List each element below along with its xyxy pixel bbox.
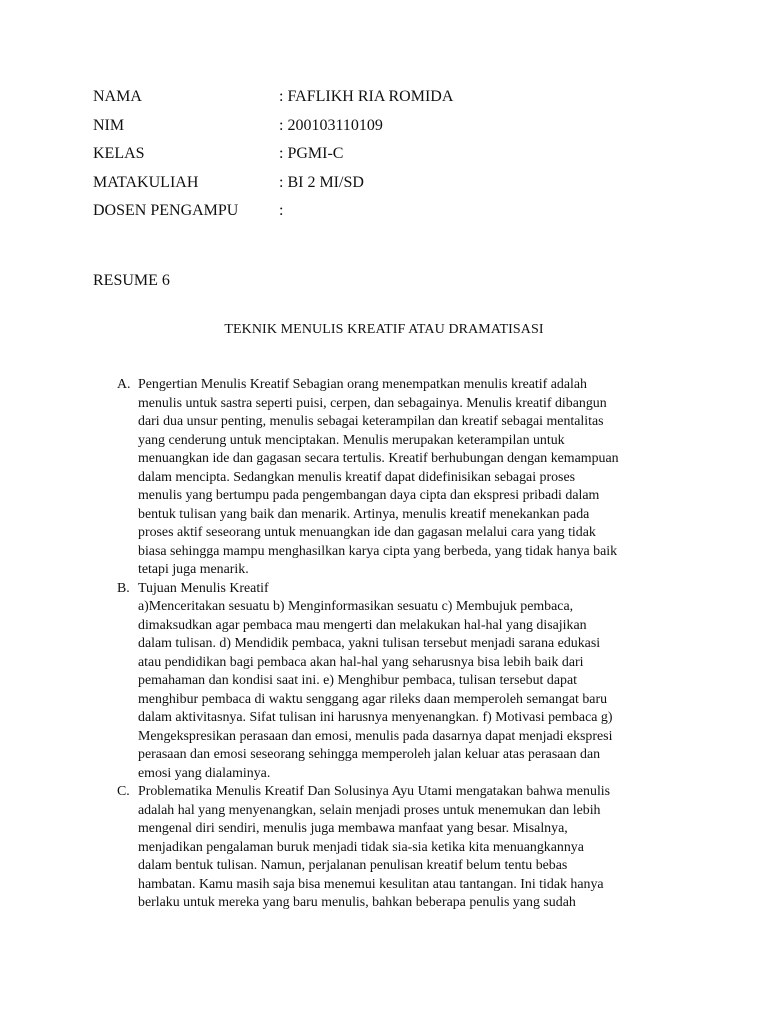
- section-line: a)Menceritakan sesuatu b) Menginformasikan sesuatu c) Membujuk pembaca,: [138, 599, 574, 614]
- section-line: mengenal diri sendiri, menulis juga membawa manfaat yang besar. Misalnya,: [138, 821, 568, 836]
- student-info-table: [93, 86, 453, 229]
- section-line: menjadikan pengalaman buruk menjadi tidak sia-sia ketika kita menuangkannya: [138, 839, 584, 855]
- section-line: Problematika Menulis Kreatif Dan Solusinya Ayu Utami mengatakan bahwa menulis: [138, 784, 611, 799]
- section-line: dari dua unsur penting, menulis sebagai keterampilan dan kreatif sebagai mentalitas: [138, 414, 604, 429]
- info-row-nim: [93, 115, 453, 144]
- info-label: NAMA: [93, 88, 142, 105]
- section-line: menulis untuk sastra seperti puisi, cerpen, dan sebagainya. Menulis kreatif dibangun: [138, 395, 607, 411]
- section-line: dalam tulisan. d) Mendidik pembaca, yakni tulisan tersebut menjadi sarana edukasi: [138, 636, 601, 651]
- info-row-kelas: [93, 143, 453, 172]
- section-tujuan: [117, 580, 685, 784]
- section-marker: B.: [117, 580, 130, 596]
- section-line: biasa sehingga mampu menghasilkan karya cipta yang berbeda, yang tidak hanya baik: [138, 543, 618, 559]
- section-pengertian: [117, 376, 685, 580]
- section-line: menulis yang bertumpu pada pengembangan daya cipta dan ekspresi pribadi dalam: [138, 488, 600, 503]
- section-marker: A.: [117, 377, 131, 392]
- info-label: DOSEN PENGAMPU: [93, 202, 239, 219]
- section-line: Tujuan Menulis Kreatif: [138, 580, 269, 596]
- info-label: NIM: [93, 116, 125, 134]
- section-line: Mengekspresikan perasaan dan emosi, menulis pada dasarnya dapat menjadi ekspresi: [138, 728, 613, 744]
- section-line: tetapi juga menarik.: [138, 562, 249, 577]
- info-row-matakuliah: [93, 172, 453, 201]
- info-label: MATAKULIAH: [93, 173, 199, 191]
- section-line: bentuk tulisan yang baik dan menarik. Artinya, menulis kreatif menekankan pada: [138, 506, 590, 522]
- section-line: dalam mencipta. Sedangkan menulis kreatif dapat didefinisikan sebagai proses: [138, 469, 576, 485]
- section-list: [117, 376, 685, 913]
- info-value: : PGMI-C: [279, 145, 344, 162]
- info-row-dosen-pengampu: [93, 200, 453, 229]
- section-marker: C.: [117, 784, 130, 799]
- section-line: Pengertian Menulis Kreatif Sebagian orang menempatkan menulis kreatif adalah: [138, 377, 587, 392]
- info-row-nama: [93, 86, 453, 115]
- section-line: dalam aktivitasnya. Sifat tulisan ini harusnya menyenangkan. f) Motivasi pembaca g): [138, 710, 613, 725]
- document-title: TEKNIK MENULIS KREATIF ATAU DRAMATISASI: [224, 322, 544, 337]
- section-line: dimaksudkan agar pembaca mau mengerti dan melakukan hal-hal yang disajikan: [138, 617, 587, 633]
- section-line: emosi yang dialaminya.: [138, 765, 271, 781]
- section-line: menuangkan ide dan gagasan secara tertulis. Kreatif berhubungan dengan kemampuan: [138, 451, 619, 466]
- section-line: pemahaman dan kondisi saat ini. e) Menghibur pembaca, tulisan tersebut dapat: [138, 673, 577, 688]
- info-label: KELAS: [93, 145, 145, 162]
- section-line: atau pendidikan bagi pembaca akan hal-hal yang seharusnya bisa lebih baik dari: [138, 654, 584, 670]
- section-line: perasaan dan emosi seseorang sehingga memperoleh jalan keluar atas perasaan dan: [138, 747, 601, 762]
- section-line: hambatan. Kamu masih saja bisa menemui kesulitan atau tantangan. Ini tidak hanya: [138, 876, 604, 892]
- info-value: : BI 2 MI/SD: [279, 173, 364, 191]
- section-line: proses aktif seseorang untuk menuangkan ide dan gagasan melalui cara yang tidak: [138, 525, 596, 540]
- section-line: menghibur pembaca di waktu senggang agar rileks daan memperoleh semangat baru: [138, 691, 608, 707]
- resume-title: RESUME 6: [93, 272, 170, 289]
- section-line: yang cenderung untuk menciptakan. Menulis merupakan keterampilan untuk: [138, 432, 565, 448]
- info-value: : 200103110109: [279, 116, 383, 134]
- section-line: dalam bentuk tulisan. Namun, perjalanan penulisan kreatif belum tentu bebas: [138, 858, 568, 873]
- info-value: : FAFLIKH RIA ROMIDA: [279, 88, 454, 105]
- section-problematika: [117, 783, 685, 913]
- section-line: berlaku untuk mereka yang baru menulis, bahkan beberapa penulis yang sudah: [138, 895, 576, 910]
- info-value: :: [279, 202, 284, 219]
- section-line: adalah hal yang menyenangkan, selain menjadi proses untuk menemukan dan lebih: [138, 802, 601, 818]
